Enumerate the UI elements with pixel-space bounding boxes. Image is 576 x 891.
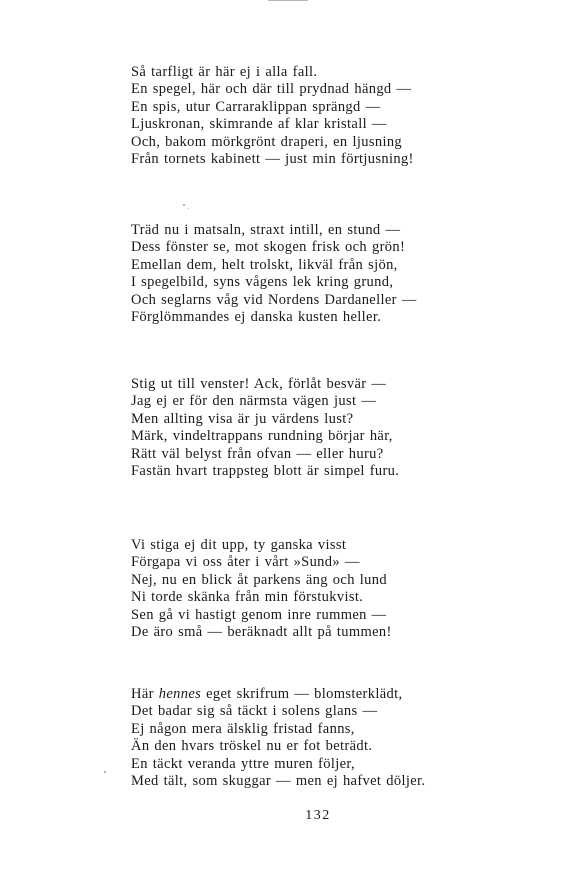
stanza-2 xyxy=(131,222,417,326)
verse-line: Ljuskronan, skimrande af klar kristall — xyxy=(131,116,387,133)
page-number: 132 xyxy=(305,808,331,823)
verse-line: Från tornets kabinett — just min förtjusning! xyxy=(131,150,414,167)
verse-line: Och, bakom mörkgrönt draperi, en ljusning xyxy=(131,133,403,150)
verse-line: En spis, utur Carraraklippan sprängd — xyxy=(131,98,381,115)
verse-line: Märk, vindeltrappans rundning börjar här, xyxy=(131,428,393,445)
verse-line: Förgapa vi oss åter i vårt »Sund» — xyxy=(131,554,360,571)
verse-line: Stig ut till venster! Ack, förlåt besvär — xyxy=(131,376,387,392)
stanza-3 xyxy=(131,376,399,480)
verse-line xyxy=(131,686,425,703)
top-edge-rule xyxy=(268,0,308,1)
verse-line: Ej någon mera älsklig fristad fanns, xyxy=(131,720,355,737)
verse-line: Träd nu i matsaln, straxt intill, en stund — xyxy=(131,222,401,238)
verse-line: Jag ej er för den närmsta vägen just — xyxy=(131,393,377,410)
verse-line: De äro små — beräknadt allt på tummen! xyxy=(131,623,392,640)
verse-line: Ni torde skänka från min förstukvist. xyxy=(131,589,364,606)
verse-line: Vi stiga ej dit upp, ty ganska visst xyxy=(131,537,347,553)
stanza-4 xyxy=(131,537,392,641)
verse-line: Men allting visa är ju värdens lust? xyxy=(131,410,354,427)
paper-speck xyxy=(183,204,185,206)
verse-line: Det badar sig så täckt i solens glans — xyxy=(131,703,378,720)
verse-line: Fastän hvart trappsteg blott är simpel furu. xyxy=(131,462,400,479)
stanza-1 xyxy=(131,64,414,168)
verse-line: Dess fönster se, mot skogen frisk och grön! xyxy=(131,239,406,256)
emphasized-word: hennes xyxy=(158,686,202,702)
verse-line: Än den hvars tröskel nu er fot beträdt. xyxy=(131,738,373,755)
verse-line: Emellan dem, helt trolskt, likväl från sjön, xyxy=(131,256,398,273)
verse-text: eget skrifrum — blomsterklädt, xyxy=(201,686,403,702)
paper-speck xyxy=(188,208,189,209)
verse-line: Förglömmandes ej danska kusten heller. xyxy=(131,308,382,325)
paper-speck xyxy=(104,771,106,773)
verse-line: Med tält, som skuggar — men ej hafvet döljer. xyxy=(131,772,426,789)
verse-line: En täckt veranda yttre muren följer, xyxy=(131,755,355,772)
verse-line: Så tarfligt är här ej i alla fall. xyxy=(131,64,318,80)
verse-line: Och seglarns våg vid Nordens Dardaneller — xyxy=(131,291,417,308)
stanza-5 xyxy=(131,686,425,790)
verse-line: Nej, nu en blick åt parkens äng och lund xyxy=(131,571,387,588)
verse-line: Sen gå vi hastigt genom inre rummen — xyxy=(131,606,387,623)
verse-line: Rätt väl belyst från ofvan — eller huru? xyxy=(131,445,384,462)
verse-line: En spegel, här och där till prydnad hängd — xyxy=(131,81,412,98)
verse-line: I spegelbild, syns vågens lek kring grund, xyxy=(131,274,394,291)
verse-text: Här xyxy=(131,686,159,702)
